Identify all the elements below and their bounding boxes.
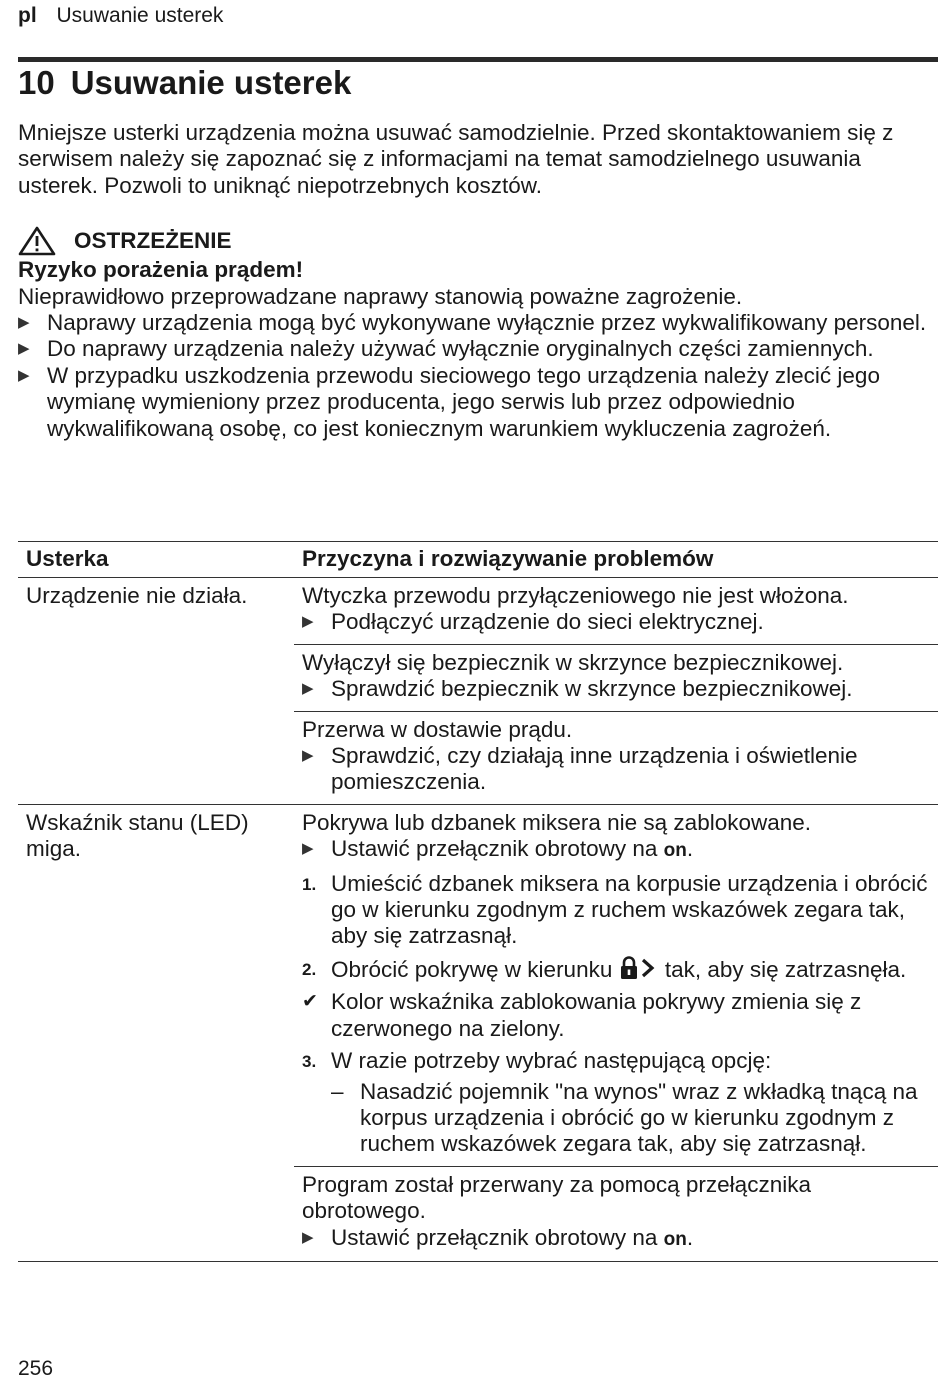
chapter-number: 10 — [18, 64, 55, 101]
bullet-triangle-icon: ▶ — [302, 613, 314, 631]
warning-description: Nieprawidłowo przeprowadzane naprawy stanowią poważne zagrożenie. — [18, 284, 743, 309]
cause-column — [294, 805, 938, 1261]
bullet-triangle-icon: ▶ — [302, 680, 314, 698]
header-section-title: Usuwanie usterek — [56, 4, 224, 27]
fault-cell: Urządzenie nie działa. — [26, 583, 248, 608]
warning-item: ▶ W przypadku uszkodzenia przewodu sieciowego tego urządzenia należy zlecić jego wymianę wymieniony przez producenta, jego serwis lub przez odpowiednio wykwalifikowaną osobę, co jest koniecznym warunkiem wykluczenia zagrożeń. — [18, 362, 880, 441]
cause-column — [294, 578, 938, 804]
bullet-triangle-icon: ▶ — [18, 314, 30, 331]
cause-cell — [294, 578, 938, 644]
result-item: ✔ Kolor wskaźnika zablokowania pokrywy zmienia się z czerwonego na zielony. — [302, 989, 862, 1041]
table-row — [18, 805, 938, 1262]
chapter-title — [18, 64, 351, 102]
bullet-triangle-icon: ▶ — [18, 340, 30, 358]
troubleshooting-table — [18, 541, 938, 1262]
on-setting: on — [663, 840, 687, 862]
cause-text: Program został przerwany za pomocą przełącznika obrotowego. — [302, 1171, 811, 1224]
running-header — [18, 4, 223, 28]
bullet-triangle-icon: ▶ — [18, 366, 30, 384]
action-item: ▶ Sprawdzić, czy działają inne urządzenia i oświetlenie pomieszczenia. — [302, 743, 858, 795]
step-number: 3. — [302, 1052, 317, 1072]
table-row — [18, 578, 938, 805]
check-icon: ✔ — [302, 991, 318, 1013]
warning-label-text: OSTRZEŻENIE — [74, 228, 232, 253]
cause-text: Pokrywa lub dzbanek miksera nie są zablokowane. — [302, 809, 812, 835]
cause-text: Wtyczka przewodu przyłączeniowego nie jest włożona. — [302, 583, 849, 608]
lock-direction-icon — [619, 956, 659, 980]
table-header — [18, 542, 938, 578]
cause-text: Przerwa w dostawie prądu. — [302, 716, 573, 742]
step-item: 2. Obrócić pokrywę w kierunku tak, aby się zatrzasnęła. — [302, 956, 907, 982]
warning-item: ▶ Do naprawy urządzenia należy używać wyłącznie oryginalnych części zamiennych. — [18, 336, 874, 362]
step-item: 1. Umieścić dzbanek miksera na korpusie urządzenia i obrócić go w kierunku zgodnym z ruchem wskazówek zegara tak, aby się zatrzasnął. — [302, 870, 928, 949]
intro-paragraph: Mniejsze usterki urządzenia można usuwać samodzielnie. Przed skontaktowaniem się z serwisem należy się zapoznać się z informacjami na temat samodzielnego usuwania usterek. Pozwoli to uniknąć niepotrzebnych kosztów. — [18, 120, 894, 198]
on-setting: on — [663, 1228, 687, 1250]
step-number: 2. — [302, 959, 317, 979]
step-item: 3. W razie potrzeby wybrać następującą opcję: — [302, 1048, 938, 1074]
warning-heading: Ryzyko porażenia prądem! — [18, 257, 304, 282]
action-item: ▶ Ustawić przełącznik obrotowy na on. — [302, 836, 694, 862]
substep-item: – Nasadzić pojemnik "na wynos" wraz z wkładką tnącą na korpus urządzenia i obrócić go w kierunku zgodnym z ruchem wskazówek zegara tak, aby się zatrzasnął. — [331, 1078, 918, 1157]
warning-item: ▶ Naprawy urządzenia mogą być wykonywane wyłącznie przez wykwalifikowany personel. — [18, 310, 927, 335]
step-number: 1. — [302, 874, 317, 894]
language-code: pl — [18, 4, 37, 27]
column-header-cause: Przyczyna i rozwiązywanie problemów — [302, 546, 714, 571]
warning-list — [18, 310, 936, 442]
action-item: ▶ Podłączyć urządzenie do sieci elektrycznej. — [302, 609, 764, 635]
action-item: ▶ Sprawdzić bezpiecznik w skrzynce bezpiecznikowej. — [302, 676, 853, 702]
cause-text: Wyłączył się bezpiecznik w skrzynce bezpiecznikowej. — [302, 649, 844, 675]
fault-cell: Wskaźnik stanu (LED) miga. — [26, 809, 249, 862]
bullet-triangle-icon: ▶ — [302, 1228, 314, 1246]
cause-cell — [294, 1166, 938, 1261]
chapter-title-text: Usuwanie usterek — [70, 64, 352, 101]
warning-triangle-icon — [18, 226, 56, 256]
dash-bullet: – — [331, 1078, 344, 1104]
action-item: ▶ Ustawić przełącznik obrotowy na on. — [302, 1224, 694, 1250]
cause-cell — [294, 805, 938, 1166]
bullet-triangle-icon: ▶ — [302, 747, 314, 765]
cause-cell — [294, 711, 938, 804]
column-header-fault: Usterka — [26, 546, 109, 571]
cause-cell — [294, 644, 938, 711]
bullet-triangle-icon: ▶ — [302, 840, 314, 858]
warning-label — [18, 226, 232, 256]
page-number: 256 — [18, 1357, 54, 1380]
header-rule — [18, 57, 938, 62]
